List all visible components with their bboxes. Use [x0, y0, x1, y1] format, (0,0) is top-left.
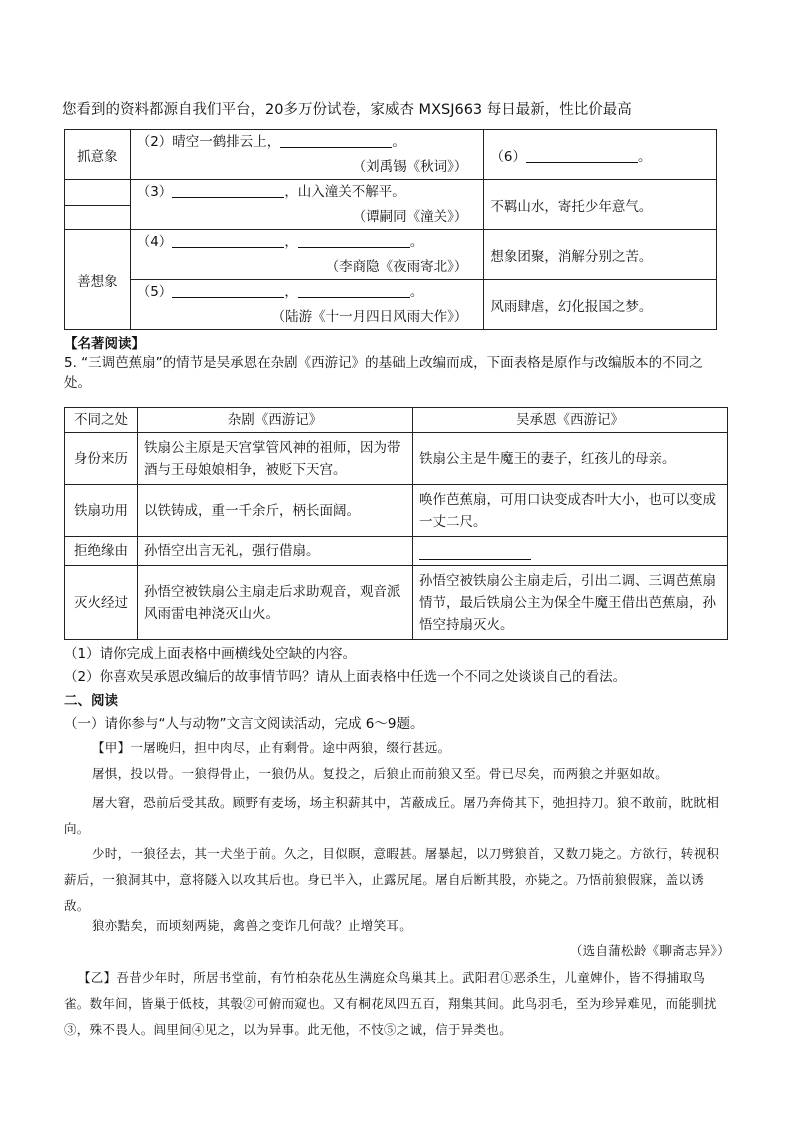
question-4: （4） ， 。 — [130, 230, 484, 256]
answer-blank[interactable] — [419, 545, 531, 560]
question-2: （2）晴空一鹤排云上， 。 — [130, 130, 484, 156]
passage-jia-p1: 【甲】一屠晚归，担中肉尽，止有剩骨。途中两狼，缀行甚远。 — [92, 740, 451, 755]
answer-blank[interactable] — [526, 148, 638, 163]
passage-jia-p3: 屠大窘，恐前后受其敌。顾野有麦场，场主积薪其中，苫蔽成丘。屠乃奔倚其下，弛担持刀。狼不敢前，眈眈相向。 — [64, 795, 720, 836]
column-header: 吴承恩《西游记》 — [413, 408, 728, 433]
row-label: 铁扇功用 — [65, 485, 138, 537]
hint-cell: 不羁山水，寄托少年意气。 — [484, 180, 717, 230]
cell-wuchengen — [413, 537, 728, 566]
cell-wuchengen: 唤作芭蕉扇，可用口诀变成杏叶大小，也可以变成一丈二尺。 — [413, 485, 728, 537]
table-row — [65, 130, 717, 156]
column-header: 杂剧《西游记》 — [138, 408, 413, 433]
answer-blank[interactable] — [298, 233, 410, 248]
question-6: （6） 。 — [484, 130, 717, 180]
answer-blank[interactable] — [172, 183, 284, 198]
comparison-table — [64, 407, 728, 640]
category-cell: 抓意象 — [65, 130, 131, 180]
passage-yi: 【乙】吾昔少年时，所居书堂前，有竹柏杂花丛生满庭众鸟巢其上。武阳君①恶杀生，儿童婢仆，皆不得捕取鸟雀。数年间，皆巢于低枝，其彀②可俯而窥也。又有桐花凤四五百，翔集其间。此鸟羽毛，至为珍异难见，而能驯扰③，殊不畏人。闾里间④见之，以为异事。此无他，不忮⑤之诚，信于异类也。 — [64, 970, 717, 1037]
table-header-row — [65, 408, 728, 433]
cell-zaju: 孙悟空出言无礼，强行借扇。 — [138, 537, 413, 566]
column-header: 不同之处 — [65, 408, 138, 433]
hint-cell: 想象团聚，消解分别之苦。 — [484, 230, 717, 280]
cell-zaju: 以铁铸成，重一千余斤，柄长面阔。 — [138, 485, 413, 537]
source-label: （李商隐《夜雨寄北》） — [130, 255, 484, 280]
question-5: （5） ， 。 — [130, 280, 484, 306]
question-5-2: （2）你喜欢吴承恩改编后的故事情节吗？请从上面表格中任选一个不同之处谈谈自己的看法。 — [64, 669, 627, 685]
answer-blank[interactable] — [298, 283, 410, 298]
passage-jia-p5: 狼亦黠矣，而顷刻两毙，禽兽之变诈几何哉？止增笑耳。 — [92, 918, 413, 933]
section-reading: 二、阅读 — [64, 693, 118, 709]
table-row — [65, 280, 717, 306]
question-5-text: 5. “三调芭蕉扇”的情节是吴承恩在杂剧《西游记》的基础上改编而成，下面表格是原作与改编版本的不同之处。 — [64, 355, 703, 391]
table-row — [65, 180, 717, 206]
table-row — [65, 433, 728, 485]
table-row — [65, 230, 717, 256]
passage-jia-source: （选自蒲松龄《聊斋志异》） — [569, 943, 730, 958]
row-label: 灭火经过 — [65, 566, 138, 640]
section-mingzhu: 【名著阅读】 — [64, 336, 145, 352]
cell-wuchengen: 铁扇公主是牛魔王的妻子，红孩儿的母亲。 — [413, 433, 728, 485]
source-label: （谭嗣同《潼关》） — [130, 205, 484, 230]
category-cell: 善想象 — [65, 230, 131, 330]
row-label: 身份来历 — [65, 433, 138, 485]
question-3: （3） ，山入潼关不解平。 — [130, 180, 484, 206]
hint-cell: 风雨肆虐，幻化报国之梦。 — [484, 280, 717, 330]
source-label: （刘禹锡《秋词》） — [130, 155, 484, 180]
answer-blank[interactable] — [280, 133, 392, 148]
category-spacer — [65, 205, 131, 230]
page-header: 您看到的资料都源自我们平台，20多万份试卷，家威杏 MXSJ663 每日最新，性比价最高 — [62, 102, 632, 118]
answer-blank[interactable] — [172, 283, 284, 298]
reading-intro: （一）请你参与“人与动物”文言文阅读活动，完成 6～9题。 — [64, 716, 424, 732]
answer-blank[interactable] — [172, 233, 284, 248]
passage-jia-p2: 屠惧，投以骨。一狼得骨止，一狼仍从。复投之，后狼止而前狼又至。骨已尽矣，而两狼之并驱如故。 — [92, 766, 669, 781]
passage-jia-p4: 少时，一狼径去，其一犬坐于前。久之，目似瞑，意暇甚。屠暴起，以刀劈狼首，又数刀毙之。方欲行，转视积薪后，一狼洞其中，意将隧入以攻其后也。身已半入，止露尻尾。屠自后断其股，亦毙之。乃悟前狼假寐，盖以诱敌。 — [64, 846, 720, 913]
table-row — [65, 566, 728, 640]
category-spacer — [65, 180, 131, 206]
cell-zaju: 孙悟空被铁扇公主扇走后求助观音，观音派风雨雷电神浇灭山火。 — [138, 566, 413, 640]
row-label: 拒绝缘由 — [65, 537, 138, 566]
question-5-1: （1）请你完成上面表格中画横线处空缺的内容。 — [64, 646, 357, 662]
cell-zaju: 铁扇公主原是天宫掌管风神的祖师，因为带酒与王母娘娘相争，被贬下天宫。 — [138, 433, 413, 485]
cell-wuchengen: 孙悟空被铁扇公主扇走后，引出二调、三调芭蕉扇情节，最后铁扇公主为保全牛魔王借出芭蕉扇，孙悟空持扇灭火。 — [413, 566, 728, 640]
table-row — [65, 485, 728, 537]
table-row — [65, 537, 728, 566]
source-label: （陆游《十一月四日风雨大作》） — [130, 305, 484, 330]
poetry-table — [64, 129, 717, 330]
